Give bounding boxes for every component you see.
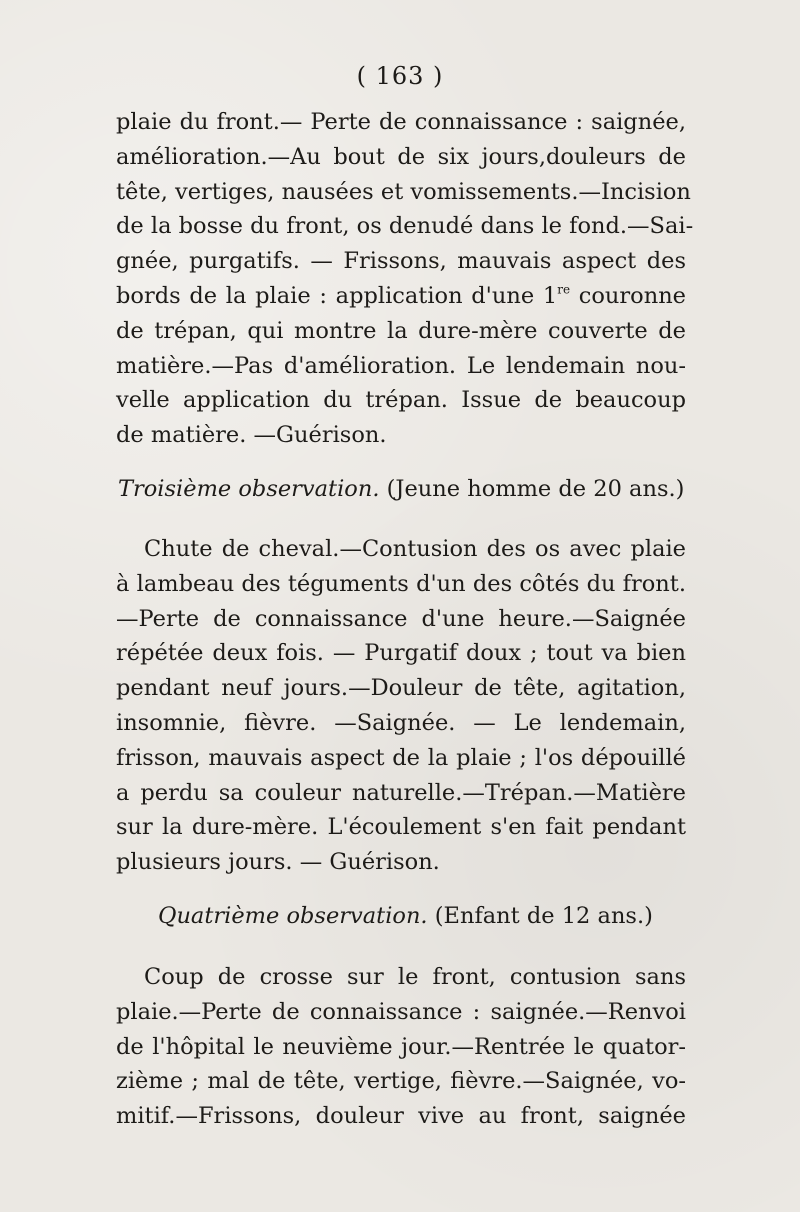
- observation-subtitle: (Enfant de 12 ans.): [434, 903, 653, 929]
- text-line: de l'hôpital le neuvième jour.—Rentrée le quator-: [116, 1033, 686, 1060]
- text-line: zième ; mal de tête, vertige, fièvre.—Saignée, vo-: [116, 1068, 686, 1095]
- text-line: mitif.—Frissons, douleur vive au front, saignée: [116, 1103, 686, 1130]
- text-line: plaie.—Perte de connaissance : saignée.—Renvoi: [116, 998, 686, 1025]
- observation-text: [116, 532, 686, 880]
- text-line-with-superscript: [116, 279, 686, 314]
- page-number: ( 163 ): [356, 62, 444, 90]
- text-line: Chute de cheval.—Contusion des os avec plaie: [144, 536, 686, 562]
- text-line: plaie du front.— Perte de connaissance : saignée,: [116, 109, 686, 135]
- text-line: pendant neuf jours.—Douleur de tête, agitation,: [116, 675, 686, 702]
- observation-subtitle: (Jeune homme de 20 ans.): [386, 476, 685, 502]
- text-line: gnée, purgatifs. — Frissons, mauvais aspect des: [116, 248, 686, 275]
- observation-text: [116, 960, 686, 1134]
- text-line: matière.—Pas d'amélioration. Le lendemain nou-: [116, 352, 686, 379]
- observation-continuation-text: [116, 105, 694, 453]
- observation-heading: [118, 472, 684, 506]
- observation-title: Quatrième observation.: [158, 903, 428, 929]
- text-line: Coup de crosse sur le front, contusion sans: [144, 964, 686, 990]
- text-line: —Perte de connaissance d'une heure.—Saignée: [116, 605, 686, 632]
- text-line: tête, vertiges, nausées et vomissements.—Incision: [116, 178, 691, 205]
- text-fragment: bords de la plaie : application d'une 1: [116, 282, 558, 309]
- text-line: répétée deux fois. — Purgatif doux ; tout va bien: [116, 640, 686, 667]
- superscript: re: [557, 282, 571, 297]
- observation-heading: [158, 899, 653, 933]
- text-line: a perdu sa couleur naturelle.—Trépan.—Matière: [116, 779, 686, 806]
- text-line: à lambeau des téguments d'un des côtés du front.: [116, 570, 686, 597]
- text-line: de trépan, qui montre la dure-mère couverte de: [116, 317, 686, 344]
- observation-title: Troisième observation.: [118, 476, 380, 502]
- text-line: frisson, mauvais aspect de la plaie ; l'os dépouillé: [116, 744, 686, 771]
- text-line: plusieurs jours. — Guérison.: [116, 849, 440, 876]
- text-line: de la bosse du front, os denudé dans le fond.—Sai-: [116, 213, 694, 240]
- text-line: sur la dure-mère. L'écoulement s'en fait pendant: [116, 814, 686, 841]
- text-line: velle application du trépan. Issue de beaucoup: [116, 387, 686, 414]
- text-line: amélioration.—Au bout de six jours,douleurs de: [116, 143, 686, 170]
- text-fragment: couronne: [570, 282, 686, 309]
- text-line: de matière. —Guérison.: [116, 422, 387, 449]
- text-line: insomnie, fièvre. —Saignée. — Le lendemain,: [116, 709, 686, 736]
